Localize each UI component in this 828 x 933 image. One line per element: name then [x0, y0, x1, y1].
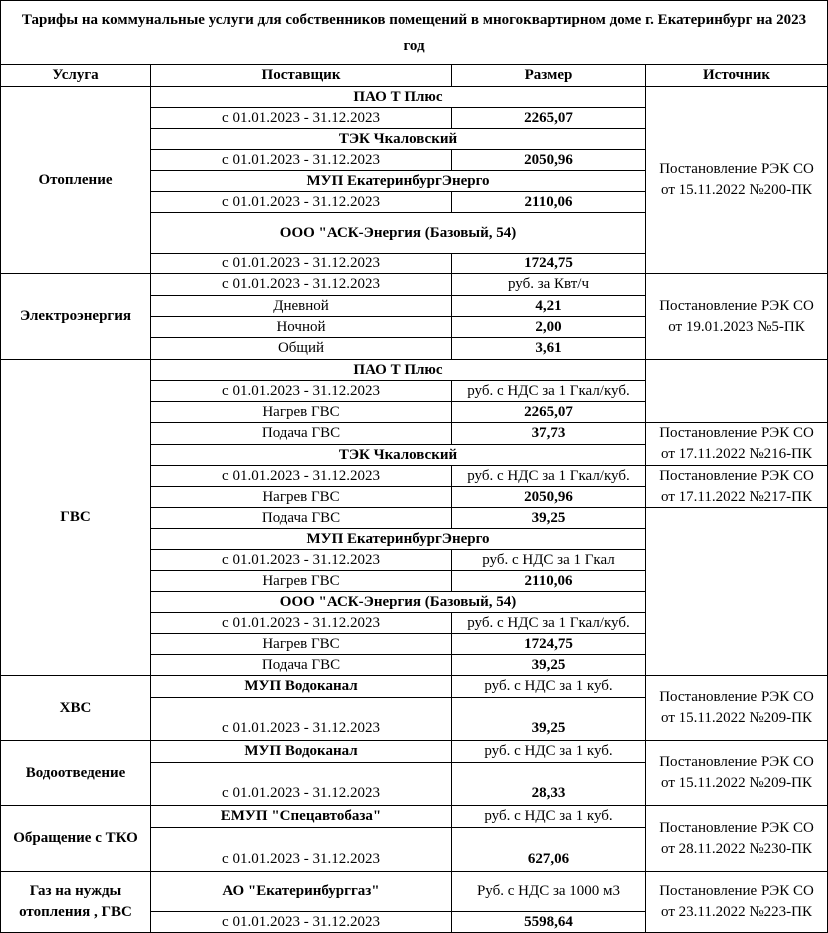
period-cell: с 01.01.2023 - 31.12.2023	[150, 191, 452, 213]
unit-cell: руб. с НДС за 1 куб.	[451, 740, 646, 763]
source-cold-water: Постановление РЭК СО от 15.11.2022 №209-ПК	[645, 675, 828, 741]
supplier-name: МУП ЕкатеринбургЭнерго	[150, 170, 646, 192]
amount-cell: 37,73	[451, 422, 646, 445]
source-heating: Постановление РЭК СО от 15.11.2022 №200-ПК	[645, 86, 828, 274]
period-cell: с 01.01.2023 - 31.12.2023	[150, 253, 452, 274]
service-drainage: Водоотведение	[0, 740, 151, 806]
supplier-name: ПАО Т Плюс	[150, 86, 646, 108]
source-drainage: Постановление РЭК СО от 15.11.2022 №209-ПК	[645, 740, 828, 806]
amount-cell: 39,25	[451, 654, 646, 676]
unit-cell: Руб. с НДС за 1000 м3	[451, 871, 646, 912]
amount-cell: 2,00	[451, 316, 646, 338]
amount-cell: 1724,75	[451, 633, 646, 655]
supplier-name: МУП Водоканал	[150, 740, 452, 763]
service-waste: Обращение с ТКО	[0, 805, 151, 872]
header-amount: Размер	[451, 64, 646, 87]
heat-label: Нагрев ГВС	[150, 486, 452, 508]
supplier-name: ТЭК Чкаловский	[150, 444, 646, 466]
amount-cell: 2110,06	[451, 570, 646, 592]
period-cell: с 01.01.2023 - 31.12.2023	[150, 107, 452, 129]
supplier-name: ООО "АСК-Энергия (Базовый, 54)	[150, 591, 646, 613]
amount-cell: 28,33	[451, 762, 646, 806]
heat-label: Нагрев ГВС	[150, 570, 452, 592]
source-hot-water-2: Постановление РЭК СО от 17.11.2022 №217-ПК	[645, 465, 828, 508]
unit-cell: руб. с НДС за 1 Гкал	[451, 549, 646, 571]
unit-cell: руб. с НДС за 1 Гкал/куб.	[451, 380, 646, 402]
service-cold-water: ХВС	[0, 675, 151, 741]
source-waste: Постановление РЭК СО от 28.11.2022 №230-ПК	[645, 805, 828, 872]
amount-cell: 2110,06	[451, 191, 646, 213]
source-hot-water-1: Постановление РЭК СО от 17.11.2022 №216-ПК	[645, 422, 828, 466]
rate-label: Ночной	[150, 316, 452, 338]
amount-cell: 2265,07	[451, 401, 646, 423]
header-supplier: Поставщик	[150, 64, 452, 87]
amount-cell: 4,21	[451, 295, 646, 317]
supplier-name: ЕМУП "Спецавтобаза"	[150, 805, 452, 828]
amount-cell: 627,06	[451, 827, 646, 872]
unit-cell: руб. с НДС за 1 куб.	[451, 805, 646, 828]
source-empty	[645, 507, 828, 676]
supplier-name: ПАО Т Плюс	[150, 359, 646, 381]
unit-cell: руб. с НДС за 1 Гкал/куб.	[451, 612, 646, 634]
supply-label: Подача ГВС	[150, 422, 452, 445]
supply-label: Подача ГВС	[150, 507, 452, 529]
period-cell: с 01.01.2023 - 31.12.2023	[150, 827, 452, 872]
period-cell: с 01.01.2023 - 31.12.2023	[150, 149, 452, 171]
service-heating: Отопление	[0, 86, 151, 274]
period-cell: с 01.01.2023 - 31.12.2023	[150, 273, 452, 296]
rate-label: Общий	[150, 337, 452, 360]
amount-cell: 39,25	[451, 507, 646, 529]
supplier-name: АО "Екатеринбурггаз"	[150, 871, 452, 912]
supply-label: Подача ГВС	[150, 654, 452, 676]
period-cell: с 01.01.2023 - 31.12.2023	[150, 549, 452, 571]
header-source: Источник	[645, 64, 828, 87]
supplier-name: МУП Водоканал	[150, 675, 452, 698]
period-cell: с 01.01.2023 - 31.12.2023	[150, 612, 452, 634]
table-title: Тарифы на коммунальные услуги для собственников помещений в многоквартирном доме г. Екатеринбург на 2023 год	[0, 0, 828, 65]
service-gas: Газ на нужды отопления , ГВС	[0, 871, 151, 933]
unit-cell: руб. с НДС за 1 куб.	[451, 675, 646, 698]
service-hot-water: ГВС	[0, 359, 151, 676]
amount-cell: 2050,96	[451, 149, 646, 171]
heat-label: Нагрев ГВС	[150, 401, 452, 423]
source-empty	[645, 359, 828, 423]
source-electricity: Постановление РЭК СО от 19.01.2023 №5-ПК	[645, 273, 828, 360]
header-service: Услуга	[0, 64, 151, 87]
amount-cell: 2265,07	[451, 107, 646, 129]
rate-label: Дневной	[150, 295, 452, 317]
service-electricity: Электроэнергия	[0, 273, 151, 360]
amount-cell: 5598,64	[451, 911, 646, 933]
unit-cell: руб. за Квт/ч	[451, 273, 646, 296]
unit-cell: руб. с НДС за 1 Гкал/куб.	[451, 465, 646, 487]
supplier-name: ТЭК Чкаловский	[150, 128, 646, 150]
amount-cell: 3,61	[451, 337, 646, 360]
amount-cell: 39,25	[451, 697, 646, 741]
period-cell: с 01.01.2023 - 31.12.2023	[150, 465, 452, 487]
source-gas: Постановление РЭК СО от 23.11.2022 №223-ПК	[645, 871, 828, 933]
period-cell: с 01.01.2023 - 31.12.2023	[150, 697, 452, 741]
period-cell: с 01.01.2023 - 31.12.2023	[150, 911, 452, 933]
heat-label: Нагрев ГВС	[150, 633, 452, 655]
period-cell: с 01.01.2023 - 31.12.2023	[150, 380, 452, 402]
supplier-name: МУП ЕкатеринбургЭнерго	[150, 528, 646, 550]
period-cell: с 01.01.2023 - 31.12.2023	[150, 762, 452, 806]
supplier-name: ООО "АСК-Энергия (Базовый, 54)	[150, 212, 646, 254]
amount-cell: 1724,75	[451, 253, 646, 274]
amount-cell: 2050,96	[451, 486, 646, 508]
